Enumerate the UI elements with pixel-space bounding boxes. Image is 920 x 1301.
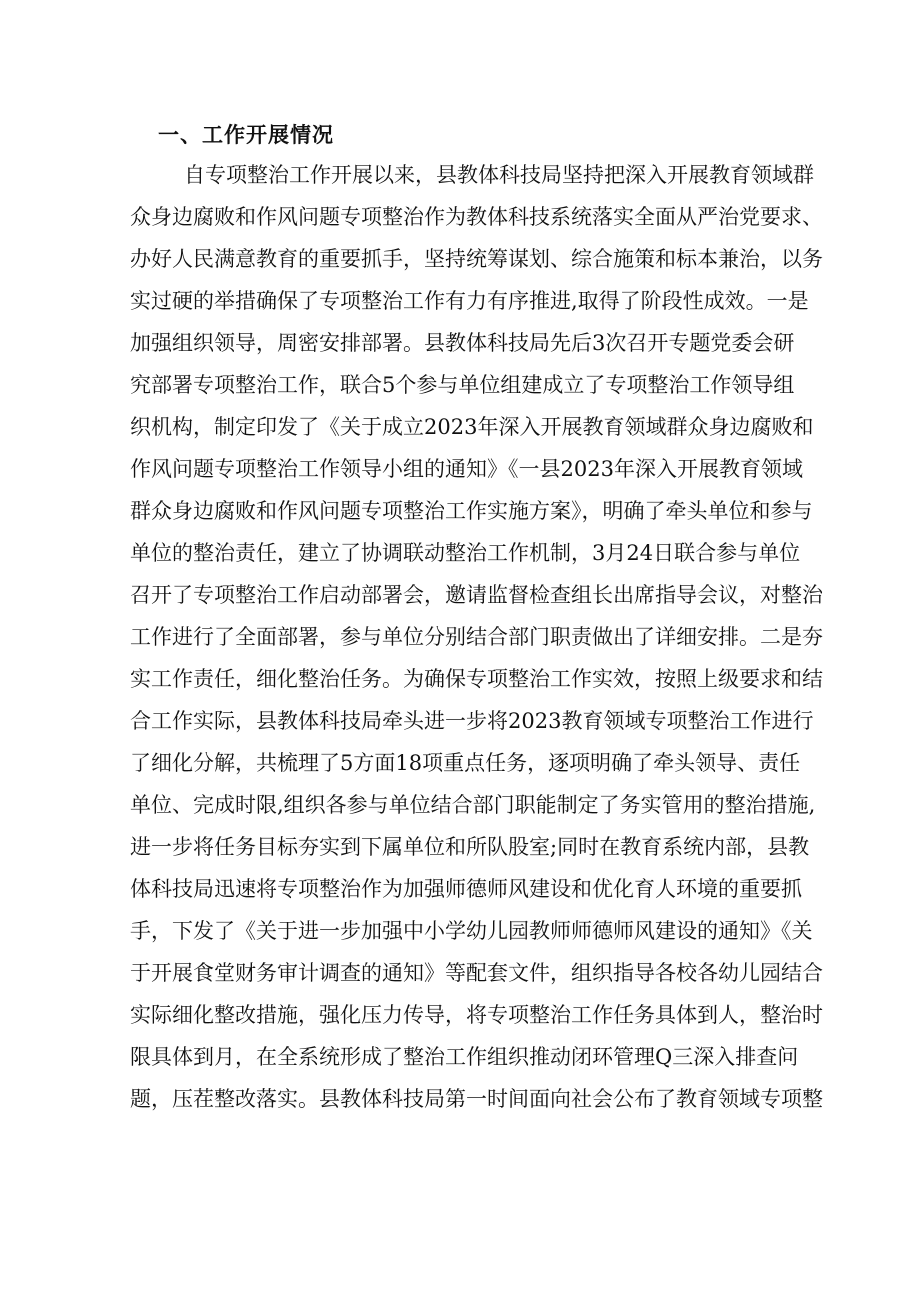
body-paragraph xyxy=(130,154,823,1120)
paragraph-line: 限具体到月，在全系统形成了整治工作组织推动闭环管理Q三深入排查问 xyxy=(130,1045,799,1069)
paragraph-line: 实际细化整改措施，强化压力传导，将专项整治工作任务具体到人，整治时 xyxy=(130,1003,823,1027)
paragraph-line: 合工作实际，县教体科技局牵头进一步将2023教育领域专项整治工作进行 xyxy=(130,709,814,733)
paragraph-line: 办好人民满意教育的重要抓手，坚持统筹谋划、综合施策和标本兼治，以务 xyxy=(130,247,823,271)
paragraph-line: 题，压茬整改落实。县教体科技局第一时间面向社会公布了教育领域专项整 xyxy=(130,1087,823,1111)
paragraph-line: 群众身边腐败和作风问题专项整治工作实施方案》，明确了牵头单位和参与 xyxy=(130,499,813,523)
paragraph-line: 召开了专项整治工作启动部署会，邀请监督检查组长出席指导会议，对整治 xyxy=(130,583,823,607)
paragraph-line: 体科技局迅速将专项整治作为加强师德师风建设和优化育人环境的重要抓 xyxy=(130,877,802,901)
paragraph-line: 单位的整治责任，建立了协调联动整治工作机制，3月24日联合参与单位 xyxy=(130,541,801,565)
paragraph-line: 实过硬的举措确保了专项整治工作有力有序推进,取得了阶段性成效。一是 xyxy=(130,289,809,313)
paragraph-line: 究部署专项整治工作，联合5个参与单位组建成立了专项整治工作领导组 xyxy=(130,373,795,397)
paragraph-line: 进一步将任务目标夯实到下属单位和所队股室;同时在教育系统内部，县教 xyxy=(130,835,810,859)
paragraph-line: 实工作责任，细化整治任务。为确保专项整治工作实效，按照上级要求和结 xyxy=(130,667,823,691)
paragraph-line: 自专项整治工作开展以来，县教体科技局坚持把深入开展教育领域群 xyxy=(184,163,814,187)
paragraph-line: 手，下发了《关于进一步加强中小学幼儿园教师师德师风建设的通知》《关 xyxy=(130,919,813,943)
paragraph-line: 众身边腐败和作风问题专项整治作为教体科技系统落实全面从严治党要求、 xyxy=(130,205,823,229)
paragraph-line: 了细化分解，共梳理了5方面18项重点任务，逐项明确了牵头领导、责任 xyxy=(130,751,801,775)
paragraph-line: 单位、完成时限,组织各参与单位结合部门职能制定了务实管用的整治措施, xyxy=(130,793,816,817)
paragraph-line: 作风问题专项整治工作领导小组的通知》《一县2023年深入开展教育领域 xyxy=(130,457,803,481)
section-heading: 一、工作开展情况 xyxy=(158,123,334,147)
paragraph-line: 织机构，制定印发了《关于成立2023年深入开展教育领域群众身边腐败和 xyxy=(130,415,814,439)
paragraph-line: 工作进行了全面部署，参与单位分别结合部门职责做出了详细安排。二是夯 xyxy=(130,625,823,649)
paragraph-line: 加强组织领导，周密安排部署。县教体科技局先后3次召开专题党委会研 xyxy=(130,331,795,355)
paragraph-line: 于开展食堂财务审计调查的通知》等配套文件，组织指导各校各幼儿园结合 xyxy=(130,961,823,985)
